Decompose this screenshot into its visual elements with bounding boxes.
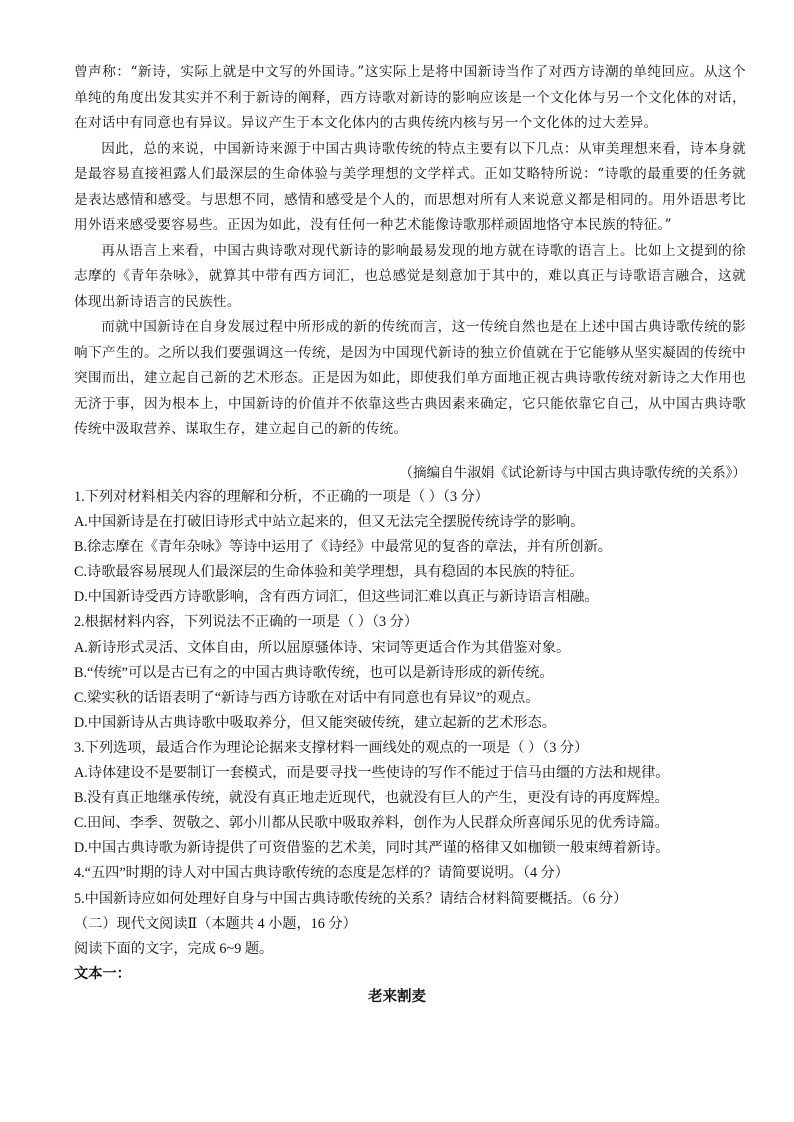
question-2-stem: 2.根据材料内容，下列说法不正确的一项是（ ）（3 分） bbox=[74, 614, 419, 631]
question-1-option-a: A.中国新诗是在打破旧诗形式中站立起来的，但又无法完全摆脱传统诗学的影响。 bbox=[74, 514, 585, 531]
question-3-option-b: B.没有真正地继承传统，就没有真正地走近现代，也就没有巨人的产生，更没有诗的再度辉煌。 bbox=[74, 790, 669, 807]
question-2-option-c: C.梁实秋的话语表明了“新诗与西方诗歌在对话中有同意也有异议”的观点。 bbox=[74, 689, 540, 706]
question-3-option-d: D.中国古典诗歌为新诗提供了可资借鉴的艺术美，同时其严谨的格律又如枷锁一般束缚着新诗。 bbox=[74, 840, 670, 857]
reading-passage bbox=[74, 60, 746, 443]
question-2-option-b: B.“传统”可以是古已有之的中国古典诗歌传统，也可以是新诗形成的新传统。 bbox=[74, 664, 554, 681]
question-2-option-d: D.中国新诗从古典诗歌中吸取养分，但又能突破传统，建立起新的艺术形态。 bbox=[74, 714, 556, 731]
passage-paragraph-3: 再从语言上来看，中国古典诗歌对现代新诗的影响最易发现的地方就在诗歌的语言上。比如上文提到的徐志摩的《青年杂咏》，就算其中带有西方词汇，也总感觉是刻意加于其中的，难以真正与诗歌语言融合，这就体现出新诗语言的民族性。 bbox=[74, 242, 746, 310]
question-5: 5.中国新诗应如何处理好自身与中国古典诗歌传统的关系？请结合材料简要概括。（6 分） bbox=[74, 890, 628, 907]
question-3-stem: 3.下列选项，最适合作为理论论据来支撑材料一画线处的观点的一项是（ ）（3 分） bbox=[74, 739, 589, 756]
question-3-option-c: C.田间、李季、贺敬之、郭小川都从民歌中吸取养料，创作为人民群众所喜闻乐见的优秀诗篇。 bbox=[74, 815, 669, 832]
passage-paragraph-2: 因此，总的来说，中国新诗来源于中国古典诗歌传统的特点主要有以下几点：从审美理想来看，诗本身就是最容易直接袒露人们最深层的生命体验与美学理想的文学样式。正如艾略特所说：“诗歌的最重要的任务就是表达感情和感受。与思想不同，感情和感受是个人的，而思想对所有人来说意义都是相同的。用外语思考比用外语来感受要容易些。正因为如此，没有任何一种艺术能像诗歌那样顽固地恪守本民族的特征。” bbox=[74, 140, 746, 233]
question-2-option-a: A.新诗形式灵活、文体自由，所以屈原骚体诗、宋词等更适合作为其借鉴对象。 bbox=[74, 639, 571, 656]
passage-paragraph-1: 曾声称：“新诗，实际上就是中文写的外国诗。”这实际上是将中国新诗当作了对西方诗潮的单纯回应。从这个单纯的角度出发其实并不利于新诗的阐释，西方诗歌对新诗的影响应该是一个文化体与另一个文化体的对话，在对话中有同意也有异议。异议产生于本文化体内的古典传统内核与另一个文化体的过大差异。 bbox=[74, 64, 746, 131]
passage-paragraph-4: 而就中国新诗在自身发展过程中所形成的新的传统而言，这一传统自然也是在上述中国古典诗歌传统的影响下产生的。之所以我们要强调这一传统，是因为中国现代新诗的独立价值就在于它能够从坚实凝固的传统中突围而出，建立起自己新的艺术形态。正是因为如此，即使我们单方面地正视古典诗歌传统对新诗之大作用也无济于事，因为根本上，中国新诗的价值并不依靠这些古典因素来确定，它只能依靠它自己，从中国古典诗歌传统中汲取营养、谋取生存，建立起自己的新的传统。 bbox=[74, 319, 746, 437]
section-2-instruction: 阅读下面的文字，完成 6~9 题。 bbox=[74, 940, 274, 957]
question-1-option-b: B.徐志摩在《青年杂咏》等诗中运用了《诗经》中最常见的复沓的章法，并有所创新。 bbox=[74, 539, 612, 556]
section-2-heading: （二）现代文阅读Ⅱ（本题共 4 小题，16 分） bbox=[74, 915, 357, 932]
question-3-option-a: A.诗体建设不是要制订一套模式，而是要寻找一些使诗的写作不能过于信马由缰的方法和规律。 bbox=[74, 765, 670, 782]
text-1-label: 文本一： bbox=[74, 965, 131, 982]
text-1-title: 老来割麦 bbox=[368, 989, 426, 1005]
question-4: 4.“五四”时期的诗人对中国古典诗歌传统的态度是怎样的？请简要说明。（4 分） bbox=[74, 865, 569, 882]
passage-source: （摘编自牛淑娟《试论新诗与中国古典诗歌传统的关系》） bbox=[399, 465, 746, 481]
question-list bbox=[74, 485, 754, 987]
question-1-option-c: C.诗歌最容易展现人们最深层的生命体验和美学理想，具有稳固的本民族的特征。 bbox=[74, 564, 584, 581]
question-1-option-d: D.中国新诗受西方诗歌影响，含有西方词汇，但这些词汇难以真正与新诗语言相融。 bbox=[74, 589, 599, 606]
question-1-stem: 1.下列对材料相关内容的理解和分析，不正确的一项是（ ）（3 分） bbox=[74, 489, 489, 505]
